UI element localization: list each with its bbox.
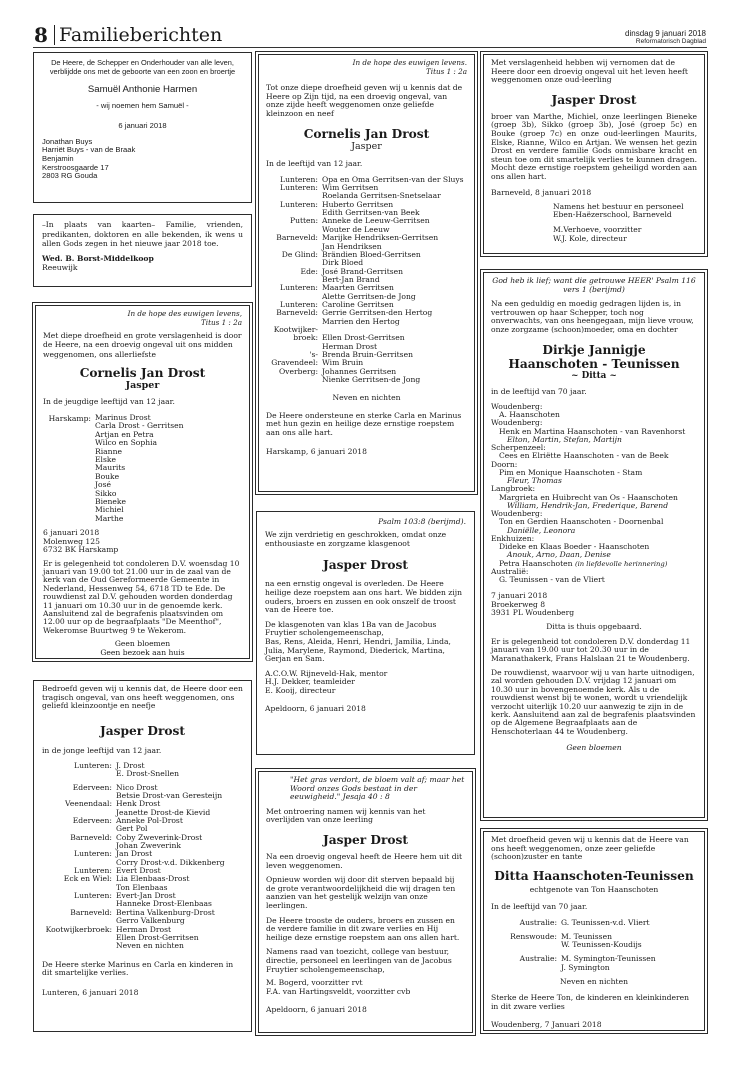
family-place: Scherpenzeel: xyxy=(491,443,546,453)
verse: In de hope des euwigen levens. Titus 1 : 2a xyxy=(352,58,467,76)
staff-member: M. Bogerd, voorzitter rvt xyxy=(266,978,363,988)
family-member: Bouke xyxy=(95,471,120,481)
verse: Psalm 103:8 (berijmd). xyxy=(378,517,466,526)
family-member: Henk en Martina Haanschoten - van Ravenhorst xyxy=(499,426,686,436)
signature-line: Namens het bestuur en personeel xyxy=(553,201,684,211)
header-paper: Reformatorisch Dagblad xyxy=(635,38,706,45)
family-member: Wim Bruin xyxy=(322,358,364,368)
staff-list xyxy=(265,670,466,696)
address-line: 7 januari 2018 xyxy=(491,591,548,601)
staff-member: H.J. Dekker, teamleider xyxy=(265,677,355,687)
staff-member: F.A. van Hartingsveldt, voorzitter cvb xyxy=(266,986,411,996)
family-row xyxy=(491,955,697,972)
family-rows xyxy=(491,919,697,972)
family-member: Ellen Drost-Gerritsen xyxy=(116,932,199,942)
signature-line: M.Verhoeve, voorzitter xyxy=(553,224,642,234)
address xyxy=(491,592,697,617)
family-row xyxy=(42,926,243,951)
signature-line: W.J. Kole, directeur xyxy=(553,233,627,243)
family-member: Michiel xyxy=(95,505,124,515)
family-member: Herman Drost xyxy=(116,924,172,934)
family-rows xyxy=(42,762,243,951)
family-list xyxy=(95,414,184,523)
family-place: Harskamp: xyxy=(48,414,91,423)
age-line: In de leeftijd van 70 jaar. xyxy=(491,901,588,911)
obituary-grandparents xyxy=(33,680,252,1032)
family-place: broek: xyxy=(293,333,318,343)
family-row xyxy=(266,251,467,268)
family-row xyxy=(42,892,243,909)
verse: "Het gras verdort, de bloem valt af; maar het Woord onzes Gods bestaat in der eeuwigheid." Jesaja 40 : 8 xyxy=(290,775,465,802)
family-row xyxy=(42,762,243,779)
condolence-text: De Heere ondersteune en sterke Carla en Marinus met hun gezin en heilige deze ernstige roepstem aan ons alle hart. xyxy=(266,410,462,437)
family-row xyxy=(266,334,467,351)
footer-date: Apeldoorn, 6 januari 2018 xyxy=(265,703,366,713)
family-member: Marijke Hendriksen-Gerritsen xyxy=(322,233,439,243)
body-text-4: Namens raad van toezicht, college van bestuur, directie, personeel en leerlingen van de Jacobus Fruytier scholengemeenschap, xyxy=(266,947,452,974)
family-member: J. Drost xyxy=(116,760,145,770)
grandchildren: Anouk, Arno, Daan, Denise xyxy=(507,550,611,560)
address-line: 3931 PL Woudenberg xyxy=(491,608,575,618)
family-member: Neven en nichten xyxy=(116,941,184,951)
family-place: Enkhuizen: xyxy=(491,533,535,543)
body-text-2: Opnieuw worden wij door dit sterven bepaald bij de grote verantwoordelijkheid die wij dragen ten aanzien van het gestelijk welzijn van onze leerlingen. xyxy=(266,875,456,910)
body-text: broer van Marthe, Michiel, onze leerlingen Bieneke (groep 3b), Sikko (groep 3b), José (groep 5c) en Bouke (groep 7c) en onze oud-leerlingen Maurits, Elske, Rianne, Wilco en Artjan. We wensen het gezin Drost en verdere familie Gods onmisbare kracht en steun toe om dit smartelijk verlies te kunnen dragen. Mocht deze ernstige roepstem geheiligd worden aan ons allen hart. xyxy=(491,111,697,181)
family-row xyxy=(266,217,467,234)
family-place: Lunteren: xyxy=(74,866,112,876)
family-place: Eck en Wiel: xyxy=(63,874,112,884)
family-place: Barneveld: xyxy=(276,308,318,318)
new-year-card-ad xyxy=(33,214,252,287)
classmate-names: Bas, Rens, Aleida, Henri, Hendri, Jamilia, Linda, Julia, Marylene, Raymond, Diederick, Martina, Gerjan en Sam. xyxy=(265,636,451,664)
signature-line: Eben-Haëzerschool, Barneveld xyxy=(553,210,672,220)
family-place: Langbroek: xyxy=(491,484,536,494)
family-member: Edith Gerritsen-van Beek xyxy=(322,208,420,218)
family-member: Johan Zweverink xyxy=(116,841,181,851)
grandchildren: William, Hendrik-Jan, Frederique, Barend xyxy=(507,500,669,510)
family-member: Evert Drost xyxy=(116,866,161,876)
section-title: Familieberichten xyxy=(59,24,223,46)
family-member: Margrieta en Huibrecht van Os - Haanschoten xyxy=(499,492,678,502)
family-row xyxy=(266,309,467,326)
closing: Geen bloemen xyxy=(566,743,622,753)
body-text-1: Na een droevig ongeval heeft de Heere hem uit dit leven weggenomen. xyxy=(266,851,463,870)
obituary-intro: Met ontroering namen wij kennis van het overlijden van onze leerling xyxy=(266,806,426,825)
family-rows xyxy=(266,176,467,385)
deceased-name: Dirkje Jannigje xyxy=(542,342,646,357)
deceased-name: Jasper Drost xyxy=(551,92,637,107)
family-member: Lia Elenbaas-Drost xyxy=(116,874,190,884)
obituary-intro: Met droefheid geven wij u kennis dat de Heere van ons heeft weggenomen, onze zeer geliefde (schoon)zuster en tante xyxy=(491,835,689,862)
family-row xyxy=(266,234,467,251)
header-date: dinsdag 9 januari 2018 xyxy=(625,29,706,38)
family-member: Opa en Oma Gerritsen-van der Sluys xyxy=(322,174,464,184)
family-member: G. Teunissen - van de Vliert xyxy=(499,575,605,585)
family-member: Johannes Gerritsen xyxy=(322,366,397,376)
family-row xyxy=(42,784,243,801)
family-member: Alette Gerritsen-de Jong xyxy=(322,291,416,301)
closing: Neven en nichten xyxy=(560,977,628,987)
family-member: E. Drost-Snellen xyxy=(116,769,180,779)
family-member: G. Teunissen-v.d. Vliert xyxy=(561,918,650,928)
family-member: Wim Gerritsen xyxy=(322,183,379,193)
family-place: Woudenberg: xyxy=(491,401,543,411)
family-member: Betsie Drost-van Geresteijn xyxy=(116,791,223,801)
obituary-eben-haezer xyxy=(483,54,705,254)
family-groups xyxy=(491,403,697,585)
obituary-intro: Na een geduldig en moedig gedragen lijden is, in vertrouwen op haar Schepper, toch nog onverwachts, van ons heengegaan, mijn lieve vrouw, onze zorgzame (schoon)moeder, oma en dochter xyxy=(491,299,694,334)
birth-callname: - wij noemen hem Samuël - xyxy=(96,101,189,111)
closing xyxy=(43,640,242,657)
obituary-parents xyxy=(35,305,250,659)
family-member: Caroline Gerritsen xyxy=(322,299,394,309)
family-member: Gerrie Gerritsen-den Hertog xyxy=(322,308,433,318)
address-line: 6732 BK Harskamp xyxy=(43,545,119,555)
family-place: Lunteren: xyxy=(280,199,318,209)
family-member: Maarten Gerritsen xyxy=(322,283,394,293)
birth-announcement xyxy=(33,52,252,203)
footer-date: Apeldoorn, 6 januari 2018 xyxy=(266,1005,367,1015)
family-place: Ederveen: xyxy=(72,816,112,826)
family-member: Dirk Bloed xyxy=(322,258,364,268)
age-line: in de leeftijd van 70 jaar. xyxy=(491,386,587,396)
obituary-intro: Bedroefd geven wij u kennis dat, de Heere door een tragisch ongeval, van ons heeft weggenomen, ons geliefd kleinzoontje en neefje xyxy=(42,684,243,711)
staff-member: A.C.O.W. Rijneveld-Hak, mentor xyxy=(265,668,388,678)
obituary-teunissen xyxy=(483,831,705,1031)
cards-text: –In plaats van kaarten– Familie, vrienden, predikanten, doktoren en alle bekenden, ik wens u allen Gods zegen in het nieuwe jaar 2018 toe. xyxy=(42,220,243,249)
family-member: Nico Drost xyxy=(116,782,158,792)
family-row xyxy=(266,284,467,301)
family-member: Corry Drost-v.d. Dikkenberg xyxy=(116,857,225,867)
family-member: Ton en Gerdien Haanschoten - Doornenbal xyxy=(499,517,664,527)
family-row xyxy=(42,817,243,834)
family-place: 's-Gravendeel: xyxy=(271,349,318,368)
family-place: Putten: xyxy=(289,216,318,226)
age-line: In de leeftijd van 12 jaar. xyxy=(266,158,363,168)
parent-line: Harriët Buys - van de Braak xyxy=(42,145,136,155)
family-place: Ede: xyxy=(300,266,318,276)
closing-line: Geen bloemen xyxy=(114,639,171,649)
family-member: Brändien Bloed-Gerritsen xyxy=(322,249,421,259)
footer-date: Woudenberg, 7 Januari 2018 xyxy=(491,1019,602,1029)
deceased-callname: ~ Ditta ~ xyxy=(571,370,617,381)
family-row xyxy=(266,201,467,218)
service-info: Er is gelegenheid tot condoleren D.V. woensdag 10 januari van 19.00 tot 21.00 uur in de zaal van de kerk van de Oud Gereformeerde Gemeente in Nederland, Hessenweg 54, 6718 TD te Ede. De rouwdienst zal D.V. gehouden worden donderdag 11 januari om 10.30 uur in de genoemde kerk. Aansluitend zal de begrafenis plaatsvinden om 12.00 uur op de begraafplaats "De Meenthof", Wekeromse Buurtweg 9 te Wekerom. xyxy=(43,558,240,635)
family-member: Nienke Gerritsen-de Jong xyxy=(322,375,421,385)
cards-place: Reeuwijk xyxy=(42,262,78,272)
family-row xyxy=(266,184,467,201)
condolence-text: De Heere sterke Marinus en Carla en kinderen in dit smartelijke verlies. xyxy=(42,959,234,978)
obituary-intro: Tot onze diepe droefheid geven wij u kennis dat de Heere op Zijn tijd, na een droevig ongeval, van onze zijde heeft weggenomen onze geliefde kleinzoon en neef xyxy=(266,83,463,118)
age-line: in de jonge leeftijd van 12 jaar. xyxy=(42,745,162,755)
family-member: Wouter de Leeuw xyxy=(322,224,390,234)
family-place: Woudenberg: xyxy=(491,509,543,519)
grandchildren: Daniëlle, Leonora xyxy=(507,525,576,535)
family-member: Coby Zweverink-Drost xyxy=(116,832,203,842)
address xyxy=(43,529,242,554)
birth-name: Samuël Anthonie Harmen xyxy=(87,84,198,96)
deceased-name: Jasper Drost xyxy=(322,558,409,573)
deceased-name: Ditta Haanschoten-Teunissen xyxy=(494,868,694,883)
address-line: Molenweg 125 xyxy=(43,536,100,546)
family-member: Petra Haanschoten xyxy=(499,558,573,568)
family-member: Sikko xyxy=(95,488,117,498)
header-rule xyxy=(33,47,707,48)
family-member: Anneke Pol-Drost xyxy=(116,816,183,826)
family-member: José xyxy=(95,480,112,490)
footer-date: Barneveld, 8 januari 2018 xyxy=(491,187,592,197)
family-row xyxy=(42,800,243,817)
family-member: José Brand-Gerritsen xyxy=(322,266,404,276)
closing: Neven en nichten xyxy=(332,393,401,403)
family-place: De Glind: xyxy=(281,249,318,259)
family-member: Rianne xyxy=(95,446,122,456)
family-row xyxy=(42,875,243,892)
family-place: Lunteren: xyxy=(280,183,318,193)
address-line: 6 januari 2018 xyxy=(43,528,100,538)
family-member: Gert Pol xyxy=(116,824,148,834)
family-row xyxy=(42,909,243,926)
family-member: Ton Elenbaas xyxy=(116,882,168,892)
deceased-name: Jasper Drost xyxy=(322,832,409,847)
family-place: Barneveld: xyxy=(276,233,318,243)
deceased-callname: Jasper xyxy=(125,379,160,391)
birth-intro: De Heere, de Schepper en Onderhouder van alle leven, verblijdde ons met de geboorte van een zoon en broertje xyxy=(49,58,236,77)
staff-member: E. Kooij, directeur xyxy=(265,685,336,695)
family-member: J. Symington xyxy=(561,962,610,972)
family-member: Herman Drost xyxy=(322,341,378,351)
family-row xyxy=(42,834,243,851)
family-member: Marrien den Hertog xyxy=(322,316,400,326)
family-member: A. Haanschoten xyxy=(499,410,560,420)
family-place: Woudenberg: xyxy=(491,418,543,428)
family-row xyxy=(491,933,697,950)
family-place: Kootwijker- xyxy=(273,324,318,334)
family-row xyxy=(266,268,467,285)
obituary-intro: We zijn verdrietig en geschrokken, omdat onze enthousiaste en zorgzame klasgenoot xyxy=(265,530,447,548)
family-member: Anneke de Leeuw-Gerritsen xyxy=(322,216,430,226)
cards-name: Wed. B. Borst-Middelkoop xyxy=(42,253,154,263)
family-member: Pim en Monique Haanschoten - Stam xyxy=(499,467,643,477)
family-place: Australie: xyxy=(519,918,557,928)
family-member: Hanneke Drost-Elenbaas xyxy=(116,899,212,909)
address-line: Kerstroosgaarde 17 xyxy=(42,162,109,172)
signature xyxy=(491,203,697,243)
family-member: Huberto Gerritsen xyxy=(322,199,394,209)
deceased-callname: Jasper xyxy=(351,140,382,152)
family-member: Elske xyxy=(95,455,116,465)
family-member: Wilco en Sophia xyxy=(95,438,158,448)
family-place: Kootwijkerbroek: xyxy=(45,924,112,934)
condolence-info: Er is gelegenheid tot condoleren D.V. donderdag 11 januari van 19.00 uur tot 20.30 uur in de Maranathakerk, Frans Halslaan 21 te Woudenberg. xyxy=(491,636,691,663)
footer-date: Harskamp, 6 januari 2018 xyxy=(266,447,367,457)
classmates-text: De klasgenoten van klas 1Ba van de Jacobus Fruytier scholengemeenschap, xyxy=(265,619,437,638)
grandchildren: Fleur, Thomas xyxy=(507,476,562,486)
family-place: Australie: xyxy=(519,953,557,963)
staff-list xyxy=(266,979,465,996)
family-place: Barneveld: xyxy=(70,832,112,842)
family-place: Ederveen: xyxy=(72,782,112,792)
condolence-text: na een ernstig ongeval is overleden. De Heere heilige deze roepstem aan ons hart. We bidden zijn ouders, broers en zussen en ook onszelf de troost van de Heere toe. xyxy=(265,579,462,615)
family-member: Henk Drost xyxy=(116,799,161,809)
deceased-name: Cornelis Jan Drost xyxy=(303,126,430,141)
family-place: Overberg: xyxy=(278,366,318,376)
family-place: Barneveld: xyxy=(70,907,112,917)
family-member: M. Teunissen xyxy=(561,931,612,941)
family-member: Marthe xyxy=(95,513,124,523)
condolence-text: Sterke de Heere Ton, de kinderen en kleinkinderen in dit zware verlies xyxy=(491,993,689,1011)
family-member: Ellen Drost-Gerritsen xyxy=(322,333,405,343)
family-block xyxy=(43,414,242,523)
family-member: Jan Hendriksen xyxy=(322,241,382,251)
family-member: Evert-Jan Drost xyxy=(116,891,176,901)
page-number: 8 xyxy=(34,23,48,47)
family-place: Renswoude: xyxy=(510,931,557,941)
family-member: Artjan en Petra xyxy=(95,429,154,439)
closing-line: Geen bezoek aan huis xyxy=(100,647,185,657)
family-place: Lunteren: xyxy=(74,760,112,770)
family-member: Bertina Valkenburg-Drost xyxy=(116,907,215,917)
memoriam-note: (in liefdevolle herinnering) xyxy=(574,559,668,568)
birth-parents xyxy=(42,138,243,181)
family-member: Marinus Drost xyxy=(95,413,151,422)
family-place: Lunteren: xyxy=(280,174,318,184)
deceased-name: Cornelis Jan Drost xyxy=(79,365,206,380)
family-place: Australië: xyxy=(491,566,529,576)
family-member: Jeanette Drost-de Kievid xyxy=(116,807,211,817)
verse: God heb ik lief; want die getrouwe HEER' Psalm 116 vers 1 (berijmd) xyxy=(492,276,696,294)
age-line: In de jeugdige leeftijd van 12 jaar. xyxy=(43,396,175,406)
home-note: Ditta is thuis opgebaard. xyxy=(546,622,642,632)
footer-date: Lunteren, 6 januari 2018 xyxy=(42,987,139,997)
verse: In de hope des euwigen levens, Titus 1 : 2a xyxy=(127,309,242,327)
family-member: Bert-Jan Brand xyxy=(322,274,380,284)
deceased-name: Haanschoten - Teunissen xyxy=(508,356,680,371)
family-member: Maurits xyxy=(95,463,126,473)
family-place: Lunteren: xyxy=(74,849,112,859)
family-row xyxy=(491,919,697,928)
family-row xyxy=(266,351,467,368)
parent-line: Benjamin xyxy=(42,154,74,163)
family-member: Dideke en Klaas Boeder - Haanschoten xyxy=(499,542,650,552)
family-member: Roelanda Gerritsen-Snetselaar xyxy=(322,191,441,201)
family-member: Gerro Valkenburg xyxy=(116,916,185,926)
family-place: Veenendaal: xyxy=(65,799,112,809)
family-place: Doorn: xyxy=(491,459,518,469)
obituary-gerritsen xyxy=(258,54,475,492)
obituary-classmates xyxy=(256,511,475,755)
address-line: 2803 RG Gouda xyxy=(42,171,98,181)
family-place: Lunteren: xyxy=(280,299,318,309)
spouse-line: echtgenote van Ton Haanschoten xyxy=(529,884,659,894)
family-member: Brenda Bruin-Gerritsen xyxy=(322,349,413,359)
family-row xyxy=(266,368,467,385)
family-member: Bieneke xyxy=(95,497,126,507)
address-line: Broekerweg 8 xyxy=(491,599,546,609)
obituary-intro: Met verslagenheid hebben wij vernomen dat de Heere door een droevig ongeval uit het leven heeft weggenomen onze oud-leerling xyxy=(491,58,688,85)
header-divider xyxy=(54,25,55,45)
body-text-3: De Heere trooste de ouders, broers en zussen en de verdere familie in dit zware verlies en Hij heilige deze ernstige roepstem aan ons allen hart. xyxy=(266,915,460,942)
family-member: M. Symington-Teunissen xyxy=(561,953,656,963)
family-row xyxy=(42,850,243,867)
obituary-school xyxy=(258,771,473,1033)
obituary-intro: Met diepe droefheid en grote verslagenheid is door de Heere, na een droevig ongeval uit ons midden weggenomen, ons allerliefste xyxy=(43,331,242,359)
family-member: Jan Drost xyxy=(116,849,153,859)
page-header xyxy=(0,0,738,52)
grandchildren: Elton, Martin, Stefan, Martijn xyxy=(507,434,622,444)
deceased-name: Jasper Drost xyxy=(99,723,186,738)
service-info: De rouwdienst, waarvoor wij u van harte uitnodigen, zal worden gehouden D.V. vrijdag 12 januari om 10.30 uur in bovengenoemde kerk. Als u de rouwdienst wenst bij te wonen, wordt u vriendelijk verzocht uiterlijk 10.20 uur aanwezig te zijn in de kerk. Aansluitend aan zal de begrafenis plaatsvinden op de Algemene Begraafplaats aan de Henschoterlaan 44 te Woudenberg. xyxy=(491,667,696,736)
family-member: Cees en Elriëtte Haanschoten - van de Beek xyxy=(499,451,669,461)
family-place: Lunteren: xyxy=(74,891,112,901)
parent-line: Jonathan Buys xyxy=(42,136,93,146)
family-member: W. Teunissen-Koudijs xyxy=(561,940,642,950)
family-place: Lunteren: xyxy=(280,283,318,293)
family-member: Carla Drost - Gerritsen xyxy=(95,421,184,431)
birth-date: 6 januari 2018 xyxy=(118,120,167,130)
obituary-haanschoten-family xyxy=(483,272,705,818)
